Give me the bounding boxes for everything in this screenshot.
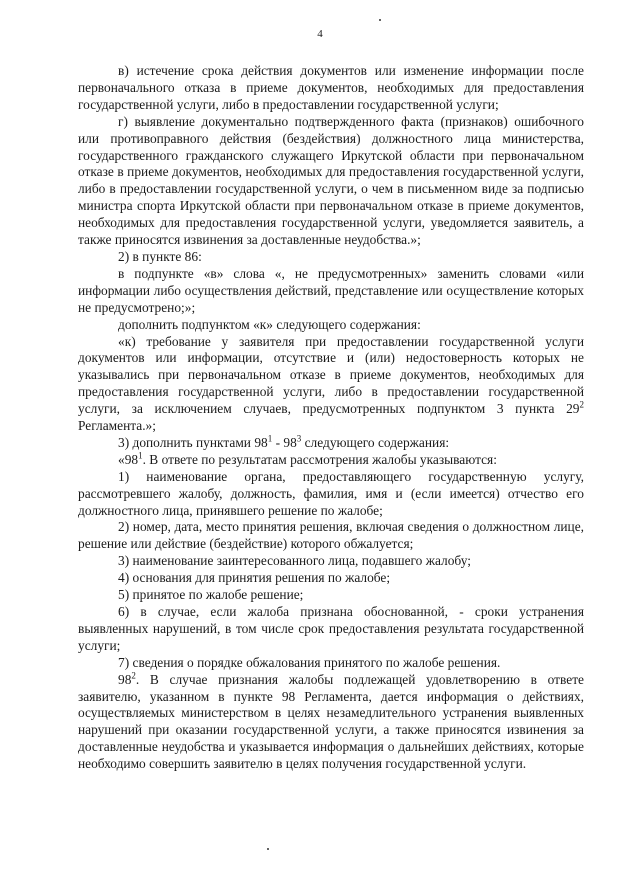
text-run: 3) наименование заинтересованного лица, подавшего жалобу;	[118, 553, 471, 569]
text-run: 1) наименование органа, предоставляющего государственную услугу, рассмотревшего жалобу, должность, фамилия, имя и (если имеется) отчество его должностного лица, принявшего решение по жалобе;	[78, 468, 584, 518]
text-run: . В случае признания жалобы подлежащей удовлетворению в ответе заявителю, указанном в пункте 98 Регламента, дается информация о действиях, осуществляемых министерством в целях незамедлительного устранения выявленных нарушений при оказании государственной услуги, а также приносятся извинения за доставленные неудобства и указывается информация о дальнейших действиях, которые необходимо совершить заявителю в целях получения государственной услуги.	[78, 671, 584, 772]
text-run: 3) дополнить пунктами 98	[118, 434, 268, 450]
text-run: «98	[118, 451, 139, 467]
paragraph	[78, 266, 584, 317]
text-run: - 98	[272, 434, 297, 450]
paragraph	[78, 604, 584, 655]
text-run: 5) принятое по жалобе решение;	[118, 587, 304, 603]
document-body	[78, 63, 584, 773]
text-run: в) истечение срока действия документов или изменение информации после первоначального отказа в приеме документов, необходимых для предоставления государственной услуги, либо в предоставлении государственной услуги;	[78, 63, 584, 112]
scan-speck	[379, 19, 381, 21]
paragraph	[78, 435, 584, 452]
text-run: 2) номер, дата, место принятия решения, включая сведения о должностном лице, решение или действие (бездействие) которого обжалуется;	[78, 519, 584, 552]
page-number: 4	[317, 28, 323, 40]
superscript: 3	[296, 433, 302, 444]
paragraph	[78, 334, 584, 435]
text-run: . В ответе по результатам рассмотрения жалобы указываются:	[142, 451, 497, 467]
text-run: 6) в случае, если жалоба признана обоснованной, - сроки устранения выявленных нарушений, в том числе срок предоставления результата государственной услуги;	[78, 604, 584, 653]
text-run: «к) требование у заявителя при предоставлении государственной услуги документов или информации, отсутствие и (или) недостоверность которых не указывались при первоначальном отказе в приеме документов, необходимых для предоставления государственной услуги, либо в предоставлении государственной услуги, за исключением случаев, предусмотренных подпунктом 3 пункта 29	[78, 333, 584, 417]
superscript: 1	[138, 450, 143, 461]
text-run: 2) в пункте 86:	[118, 248, 202, 264]
text-run: Регламента.»;	[78, 418, 156, 434]
paragraph	[78, 587, 584, 604]
text-run: 7) сведения о порядке обжалования принятого по жалобе решения.	[118, 654, 501, 670]
text-run: дополнить подпунктом «к» следующего содержания:	[118, 316, 421, 332]
paragraph	[78, 317, 584, 334]
paragraph	[78, 63, 584, 114]
paragraph	[78, 452, 584, 469]
text-run: 4) основания для принятия решения по жалобе;	[118, 570, 391, 586]
text-run: г) выявление документально подтвержденного факта (признаков) ошибочного или противоправного действия (бездействия) должностного лица министерства, государственного гражданского служащего Иркутской области при первоначальном отказе в приеме документов, необходимых для предоставления государственной услуги, либо в предоставлении государственной услуги, о чем в письменном виде за подписью министра спорта Иркутской области при первоначальном отказе в приеме документов, необходимых для предоставления государственной услуги, уведомляется заявитель, а также приносятся извинения за доставленные неудобства.»;	[78, 113, 584, 248]
scan-speck	[267, 848, 269, 850]
superscript: 2	[131, 670, 136, 681]
paragraph	[78, 672, 584, 773]
text-run: 98	[118, 671, 132, 687]
paragraph	[78, 655, 584, 672]
paragraph	[78, 469, 584, 520]
superscript: 2	[579, 399, 584, 410]
text-run: следующего содержания:	[301, 434, 450, 450]
superscript: 1	[267, 433, 273, 444]
paragraph	[78, 249, 584, 266]
text-run: в подпункте «в» слова «, не предусмотренных» заменить словами «или информации либо осуществления действий, представление или осуществление которых не предусмотрено;»;	[78, 265, 584, 315]
paragraph	[78, 553, 584, 570]
paragraph	[78, 570, 584, 587]
paragraph	[78, 114, 584, 249]
paragraph	[78, 519, 584, 553]
